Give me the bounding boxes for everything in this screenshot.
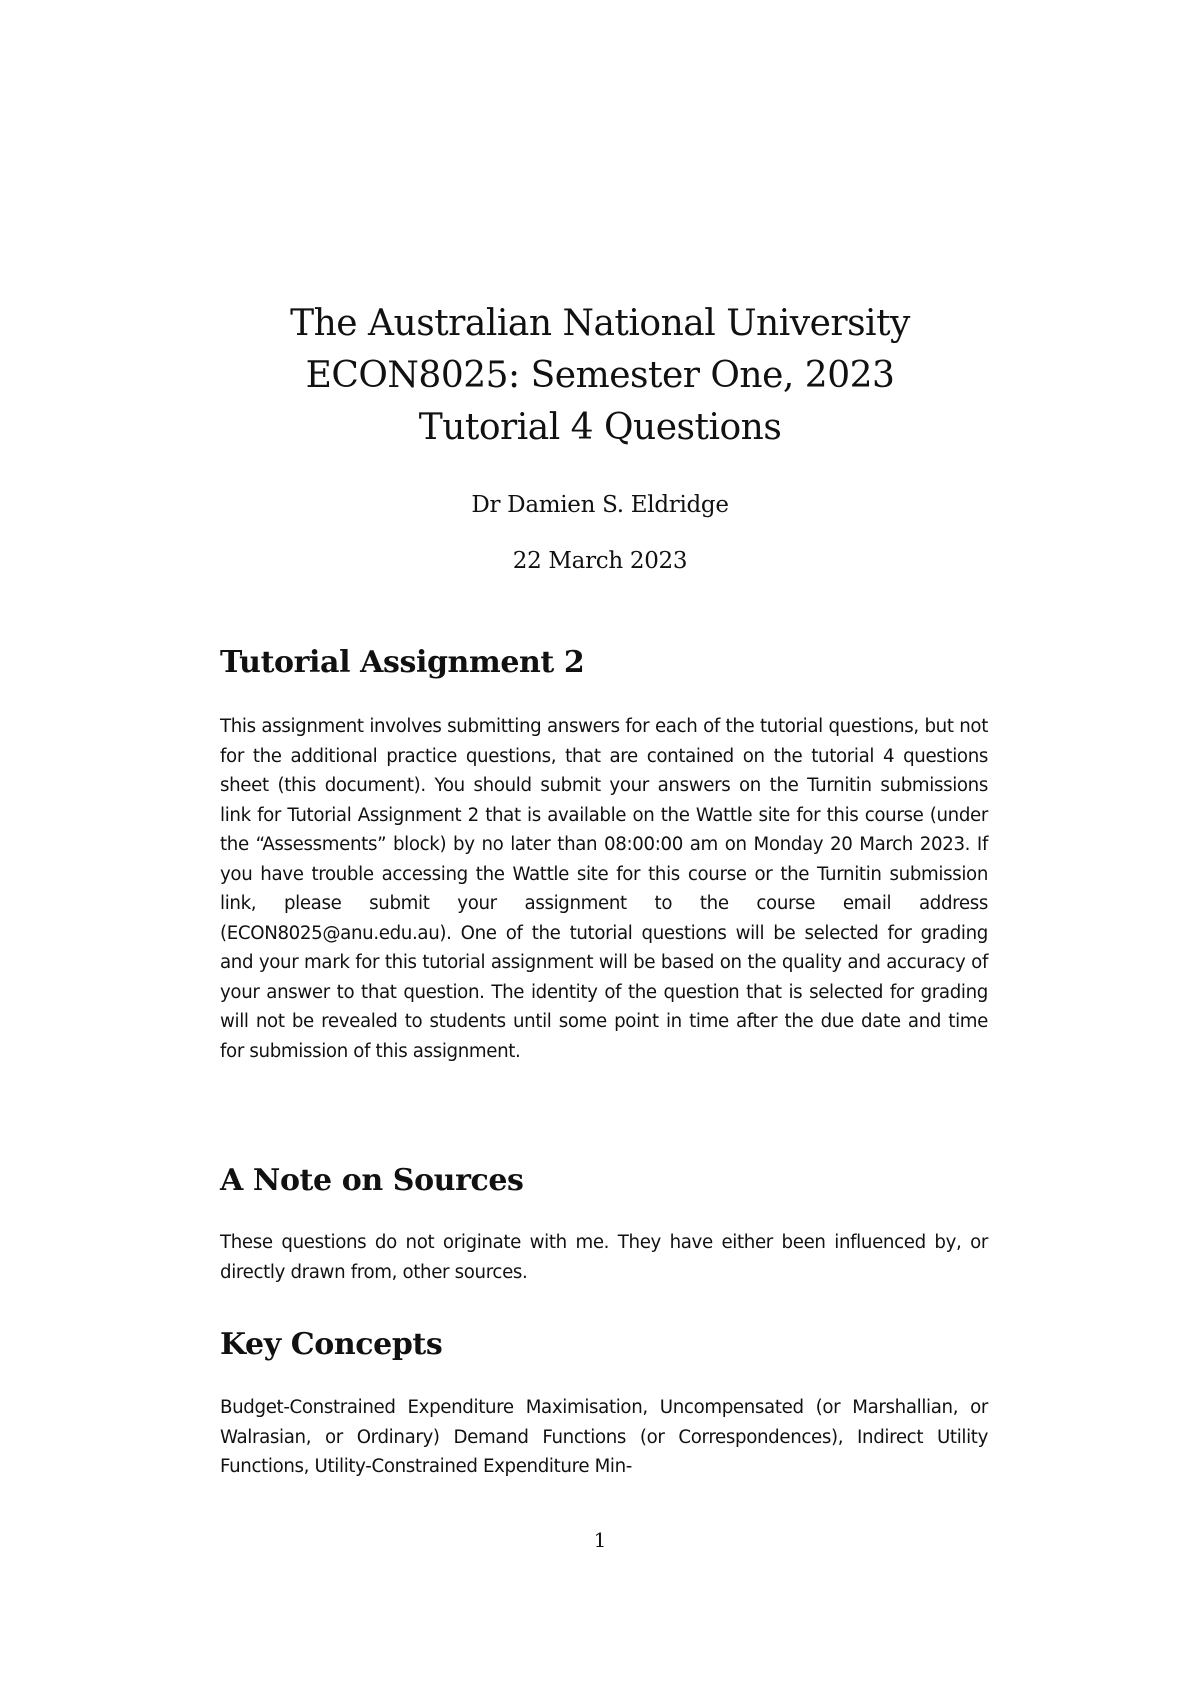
- heading-note-on-sources: A Note on Sources: [220, 1163, 524, 1198]
- heading-tutorial-assignment: Tutorial Assignment 2: [220, 645, 585, 680]
- paragraph-tutorial-assignment: This assignment involves submitting answers for each of the tutorial questions, but not for the additional practice questions, that are contained on the tutorial 4 questions sheet (this document). You should submit your answers on the Turnitin submissions link for Tutorial Assignment 2 that is available on the Wattle site for this course (under the “Assessments” block) by no later than 08:00:00 am on Monday 20 March 2023. If you have trouble accessing the Wattle site for this course or the Turnitin submission link, please submit your assignment to the course email address (ECON8025@anu.edu.au). One of the tutorial questions will be selected for grading and your mark for this tutorial assignment will be based on the quality and accuracy of your answer to that question. The identity of the question that is selected for grading will not be revealed to students until some point in time after the due date and time for submission of this assignment.: [220, 716, 988, 1062]
- paragraph-key-concepts: Budget-Constrained Expenditure Maximisation, Uncompensated (or Marshallian, or Walrasian, or Ordinary) Demand Functions (or Correspondences), Indirect Utility Functions, Utility-Constrained Expenditure Min-: [220, 1397, 988, 1477]
- heading-key-concepts: Key Concepts: [220, 1327, 443, 1362]
- paragraph-note-on-sources: These questions do not originate with me. They have either been influenced by, or directly drawn from, other sources.: [220, 1232, 988, 1283]
- title-course: ECON8025: Semester One, 2023: [305, 355, 895, 396]
- page-number: 1: [593, 1528, 607, 1552]
- author: Dr Damien S. Eldridge: [471, 492, 729, 518]
- date: 22 March 2023: [512, 548, 688, 574]
- title-university: The Australian National University: [290, 303, 910, 344]
- title-tutorial: Tutorial 4 Questions: [418, 407, 782, 448]
- document-title: [0, 298, 1200, 454]
